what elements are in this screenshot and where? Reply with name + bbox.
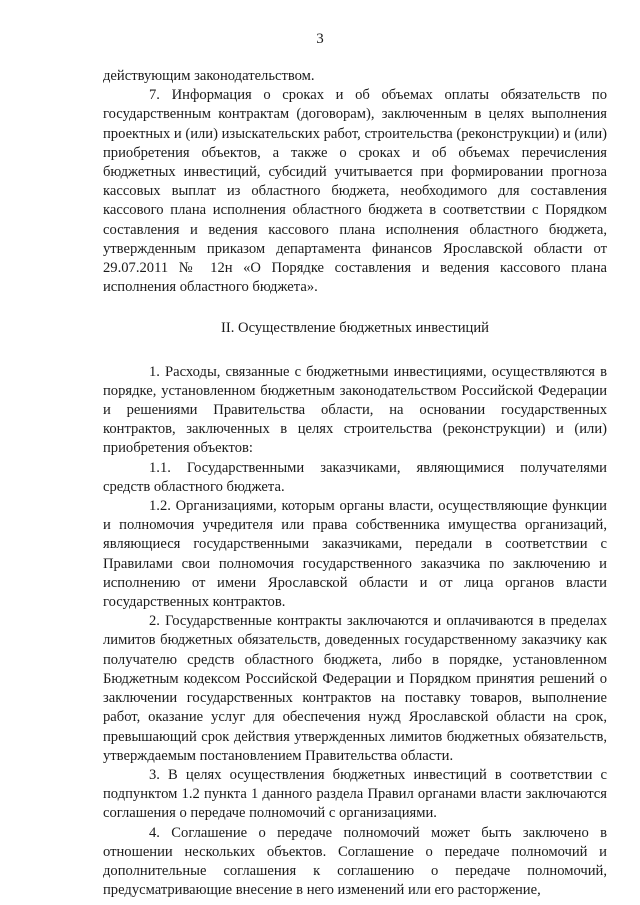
document-body	[103, 67, 607, 900]
paragraph-1-1: 1.1. Государственными заказчиками, являющимися получателями средств областного бюджета.	[103, 459, 607, 495]
section-heading: II. Осуществление бюджетных инвестиций	[221, 320, 489, 337]
page-number: 3	[316, 31, 324, 47]
paragraph-3: 3. В целях осуществления бюджетных инвестиций в соответствии с подпунктом 1.2 пункта 1 данного раздела Правил органами власти заключаются соглашения о передаче полномочий с организациями.	[103, 766, 607, 822]
paragraph-4: 4. Соглашение о передаче полномочий может быть заключено в отношении нескольких объектов. Соглашение о передаче полномочий и дополнительные соглашения к соглашению о передаче полномочий, предусматривающие внесение в него изменений или его расторжение,	[103, 824, 607, 899]
paragraph-continuation: действующим законодательством.	[103, 68, 315, 84]
paragraph-1: 1. Расходы, связанные с бюджетными инвестициями, осуществляются в порядке, установленном бюджетным законодательством Российской Федерации и решениями Правительства области, на основании государственных контрактов, заключенных в целях строительства (реконструкции) и (или) приобретения объектов:	[103, 363, 607, 457]
paragraph-7: 7. Информация о сроках и об объемах оплаты обязательств по государственным контрактам (договорам), заключенным в целях выполнения проектных и (или) изыскательских работ, строительства (реконструкции) и (или) приобретения объектов, а также о сроках и об объемах перечисления бюджетных инвестиций, субсидий учитывается при формировании прогноза кассовых выплат из областного бюджета, необходимого для составления кассового плана исполнения областного бюджета в соответствии с Порядком составления и ведения кассового плана исполнения областного бюджета, утвержденным приказом департамента финансов Ярославской области от 29.07.2011 № 12н «О Порядке составления и ведения кассового плана исполнения областного бюджета».	[103, 87, 607, 296]
paragraph-1-2: 1.2. Организациями, которым органы власти, осуществляющие функции и полномочия учредителя или права собственника имущества организаций, являющиеся государственными заказчиками, передали в соответствии с Правилами свои полномочия государственного заказчика по заключению и исполнению от имени Ярославской области и от лица органов власти государственных контрактов.	[103, 498, 607, 611]
paragraph-2: 2. Государственные контракты заключаются и оплачиваются в пределах лимитов бюджетных обязательств, доведенных государственному заказчику как получателю средств областного бюджета, либо в порядке, установленном Бюджетным кодексом Российской Федерации и Порядком принятия решений о заключении государственных контрактов на поставку товаров, выполнение работ, оказание услуг для обеспечения нужд Ярославской области на срок, превышающий срок действия утвержденных лимитов бюджетных обязательств, утверждаемым постановлением Правительства области.	[103, 613, 607, 764]
